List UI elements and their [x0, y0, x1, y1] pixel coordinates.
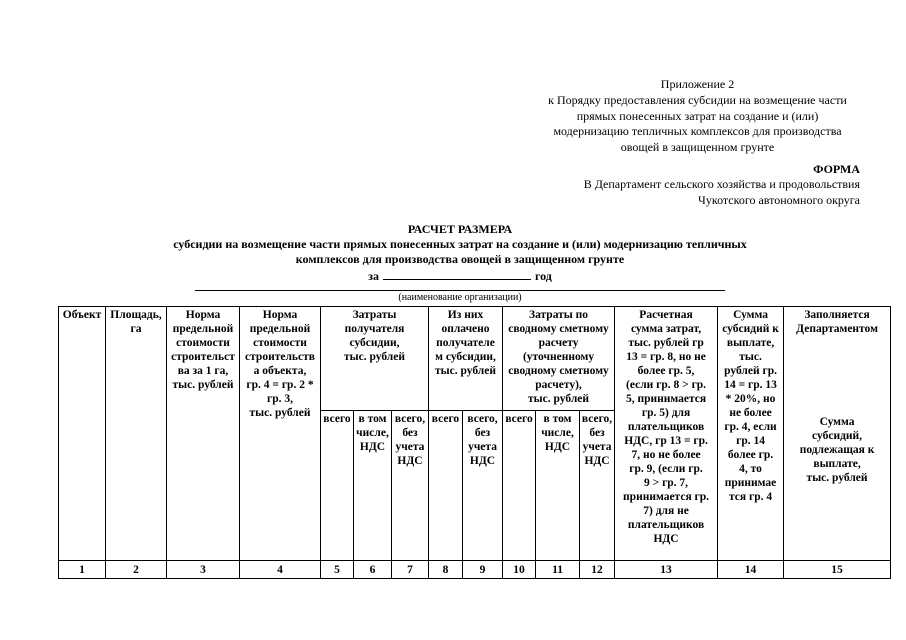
column-number: 7 [392, 561, 429, 579]
column-numbers-row [59, 561, 891, 579]
subheader-no-vat-7: всего, без учета НДС [392, 411, 429, 561]
subheader-no-vat-12: всего, без учета НДС [580, 411, 615, 561]
period-prefix: за [368, 269, 379, 283]
subheader-total-10: всего [503, 411, 536, 561]
column-number: 11 [536, 561, 580, 579]
column-number: 14 [718, 561, 784, 579]
header-norm-object: Норма предельной стоимости строительств а объекта, гр. 4 = гр. 2 * гр. 3, тыс. рублей [240, 307, 321, 561]
column-number: 4 [240, 561, 321, 579]
appendix-line-2: к Порядку предоставления субсидии на возмещение части [548, 93, 847, 107]
period-year-blank [383, 267, 531, 280]
header-subsidy-amount: Сумма субсидий, подлежащая к выплате, тыс. рублей [784, 411, 891, 561]
organization-name-line [195, 290, 725, 291]
subheader-total-8: всего [429, 411, 463, 561]
period-suffix: год [534, 269, 552, 283]
header-calculated-sum: Расчетная сумма затрат, тыс. рублей гр 13 = гр. 8, но не более гр. 5, (если гр. 8 > гр. 5, принимается гр. 5) для плательщиков НДС, гр 13 = гр. 7, но не более гр. 9, (если гр. 9 > гр. 7, принимается гр. 7) для не плательщиков НДС [615, 307, 718, 561]
addressee-line-2: Чукотского автономного округа [698, 193, 860, 207]
appendix-line-1: Приложение 2 [660, 77, 735, 91]
form-label: ФОРМА [813, 162, 860, 176]
header-object: Объект [59, 307, 106, 561]
column-number: 8 [429, 561, 463, 579]
column-number: 2 [106, 561, 167, 579]
column-number: 12 [580, 561, 615, 579]
document-heading: РАСЧЕТ РАЗМЕРА [407, 222, 513, 236]
document-subtitle-line-1: субсидии на возмещение части прямых понесенных затрат на создание и (или) модернизацию тепличных [173, 237, 747, 251]
column-number: 9 [463, 561, 503, 579]
column-number: 15 [784, 561, 891, 579]
organization-name-caption: (наименование организации) [398, 292, 522, 303]
header-subsidy-payable: Сумма субсидий к выплате, тыс. рублей гр. 14 = гр. 13 * 20%, но не более гр. 4, если гр. 14 более гр. 4, то принимае тся гр. 4 [718, 307, 784, 561]
header-paid-by-recipient: Из них оплачено получателе м субсидии, тыс. рублей [429, 307, 503, 411]
appendix-line-3: прямых понесенных затрат на создание и (или) [576, 109, 819, 123]
column-number: 5 [321, 561, 354, 579]
period-line [120, 267, 800, 284]
appendix-line-5: овощей в защищенном грунте [620, 140, 775, 154]
column-number: 10 [503, 561, 536, 579]
header-recipient-costs: Затраты получателя субсидии, тыс. рублей [321, 307, 429, 411]
addressee-line-1: В Департамент сельского хозяйства и продовольствия [583, 177, 860, 191]
subheader-no-vat-9: всего, без учета НДС [463, 411, 503, 561]
header-norm-per-ha: Норма предельной стоимости строительст ва за 1 га, тыс. рублей [167, 307, 240, 561]
header-area: Площадь, га [106, 307, 167, 561]
column-number: 6 [354, 561, 392, 579]
appendix-line-4: модернизацию тепличных комплексов для производства [553, 124, 842, 138]
header-estimate-costs: Затраты по сводному сметному расчету (уточненному сводному сметному расчету), тыс. рублей [503, 307, 615, 411]
header-department-fill: Заполняется Департаментом [784, 307, 891, 411]
subheader-total-5: всего [321, 411, 354, 561]
column-number: 1 [59, 561, 106, 579]
subsidy-calculation-table [58, 306, 891, 579]
column-number: 3 [167, 561, 240, 579]
subheader-vat-11: в том числе, НДС [536, 411, 580, 561]
column-number: 13 [615, 561, 718, 579]
document-subtitle-line-2: комплексов для производства овощей в защищенном грунте [295, 252, 625, 266]
subheader-vat-6: в том числе, НДС [354, 411, 392, 561]
